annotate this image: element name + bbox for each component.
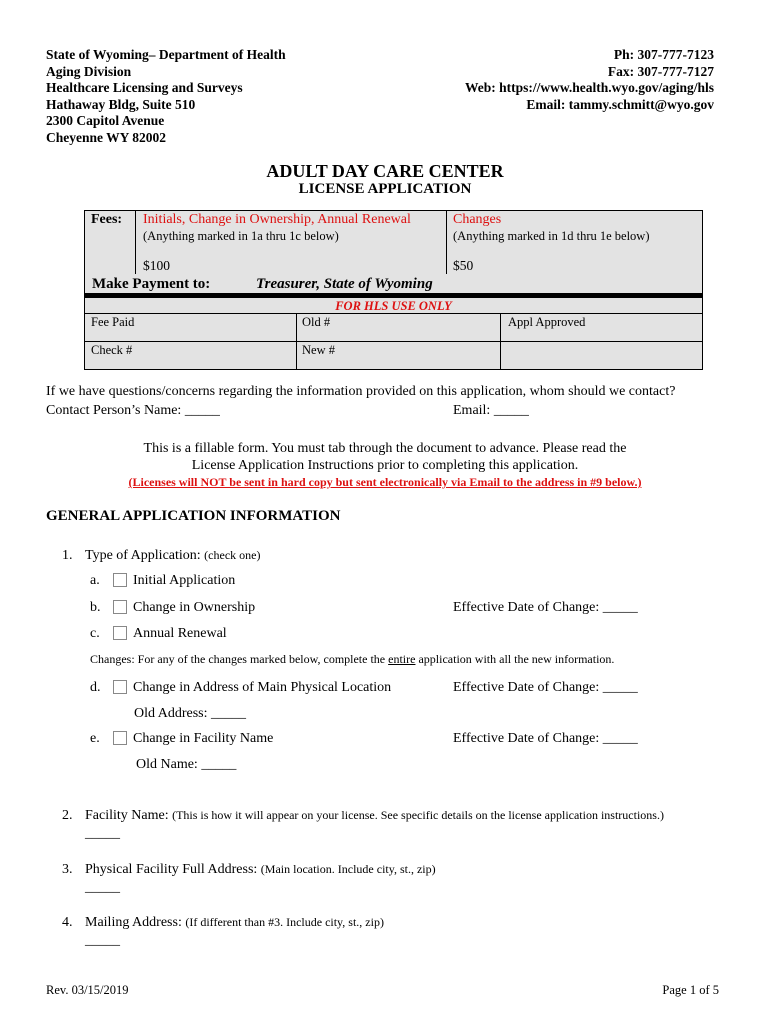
old-address-label: Old Address: <box>134 706 208 721</box>
change-ownership-checkbox[interactable] <box>113 600 127 614</box>
option-letter: c. <box>90 626 100 641</box>
q4-label-row <box>85 915 384 931</box>
make-payment-label: Make Payment to: <box>92 276 211 292</box>
fee-amount: $100 <box>143 258 170 273</box>
initial-application-label: Initial Application <box>133 573 236 588</box>
contact-email-row <box>453 403 529 419</box>
q2-label: Facility Name: <box>85 808 169 823</box>
page-title: ADULT DAY CARE CENTER <box>266 161 504 181</box>
q3-label-row <box>85 862 436 878</box>
old-name-label: Old Name: <box>136 757 198 772</box>
change-facility-name-label: Change in Facility Name <box>133 731 274 746</box>
fees-divider <box>135 210 136 274</box>
fee-category-note: (Anything marked in 1d thru 1e below) <box>453 229 650 243</box>
old-address-field[interactable]: _____ <box>211 706 246 721</box>
old-number-label: Old # <box>302 315 331 329</box>
change-address-label: Change in Address of Main Physical Location <box>133 680 392 695</box>
effective-date-field[interactable]: _____ <box>602 680 638 695</box>
q4-number: 4. <box>62 915 73 930</box>
fee-paid-label: Fee Paid <box>91 315 135 329</box>
agency-line: State of Wyoming– Department of Health <box>46 47 286 62</box>
fees-divider <box>446 210 447 274</box>
changes-note-text: application with all the new information. <box>415 652 615 666</box>
agency-line: Aging Division <box>46 63 132 79</box>
payee-name: Treasurer, State of Wyoming <box>256 276 433 292</box>
effective-date-label: Effective Date of Change: <box>453 731 600 746</box>
agency-line: Hathaway Bldg, Suite 510 <box>46 96 196 112</box>
annual-renewal-checkbox[interactable] <box>113 626 127 640</box>
q4-hint: (If different than #3. Include city, st., zip) <box>185 915 384 929</box>
fees-label: Fees: <box>91 212 123 227</box>
hls-col-line <box>296 313 297 370</box>
contact-question: If we have questions/concerns regarding the information provided on this application, whom should we contact? <box>46 384 676 399</box>
facility-name-field[interactable]: _____ <box>85 826 120 841</box>
phone-line: Ph: 307-777-7123 <box>613 47 714 62</box>
old-name-field[interactable]: _____ <box>201 757 237 772</box>
q1-hint: (check one) <box>204 548 261 562</box>
agency-contact-block <box>465 47 714 113</box>
fax-line: Fax: 307-777-7127 <box>607 63 714 79</box>
effective-date-row <box>453 600 638 616</box>
q2-label-row <box>85 808 664 824</box>
hls-col-line <box>500 313 501 370</box>
fee-category-changes: Changes <box>453 212 502 227</box>
contact-email-label: Email: <box>453 403 491 418</box>
agency-line: Cheyenne WY 82002 <box>46 129 167 145</box>
effective-date-row <box>453 731 638 747</box>
new-number-label: New # <box>302 343 335 357</box>
hls-title: FOR HLS USE ONLY <box>335 299 452 313</box>
appl-approved-label: Appl Approved <box>508 315 586 329</box>
changes-note-emphasis: entire <box>388 652 416 666</box>
changes-note-text: Changes: For any of the changes marked below, complete the <box>90 652 389 666</box>
effective-date-label: Effective Date of Change: <box>453 680 600 695</box>
changes-note <box>90 652 614 667</box>
contact-name-row <box>46 403 220 419</box>
q4-label: Mailing Address: <box>85 915 182 930</box>
agency-line: Healthcare Licensing and Surveys <box>46 80 243 95</box>
option-letter: a. <box>90 573 100 588</box>
q1-number: 1. <box>62 548 73 563</box>
agency-line: 2300 Capitol Avenue <box>46 113 165 128</box>
fillable-note: License Application Instructions prior to completing this application. <box>191 458 579 473</box>
effective-date-label: Effective Date of Change: <box>453 600 600 615</box>
agency-address-block <box>46 47 286 146</box>
check-number-label: Check # <box>91 343 133 357</box>
change-facility-name-checkbox[interactable] <box>113 731 127 745</box>
annual-renewal-label: Annual Renewal <box>133 626 227 641</box>
fillable-note: This is a fillable form. You must tab through the document to advance. Please read the <box>143 441 627 456</box>
fee-category-initials: Initials, Change in Ownership, Annual Renewal <box>143 212 411 227</box>
q3-label: Physical Facility Full Address: <box>85 862 258 877</box>
web-line: Web: https://www.health.wyo.gov/aging/hls <box>464 80 714 95</box>
change-address-checkbox[interactable] <box>113 680 127 694</box>
option-letter: e. <box>90 731 100 746</box>
option-letter: d. <box>90 680 101 695</box>
page-number: Page 1 of 5 <box>662 983 719 997</box>
initial-application-checkbox[interactable] <box>113 573 127 587</box>
contact-email-field[interactable]: _____ <box>493 403 529 418</box>
effective-date-field[interactable]: _____ <box>602 731 638 746</box>
mailing-address-field[interactable]: _____ <box>85 933 120 948</box>
email-delivery-note: (Licenses will NOT be sent in hard copy but sent electronically via Email to the address in #9 below.) <box>128 475 642 489</box>
old-address-row <box>134 706 246 722</box>
q1-label-row <box>85 548 260 564</box>
hls-row-line <box>84 313 703 314</box>
fee-category-note: (Anything marked in 1a thru 1c below) <box>143 229 339 243</box>
revision-date: Rev. 03/15/2019 <box>46 983 129 997</box>
contact-name-field[interactable]: _____ <box>184 403 220 418</box>
effective-date-field[interactable]: _____ <box>602 600 638 615</box>
q3-number: 3. <box>62 862 73 877</box>
q1-label: Type of Application: <box>85 548 201 563</box>
fee-amount: $50 <box>453 258 474 273</box>
option-letter: b. <box>90 600 101 615</box>
q2-number: 2. <box>62 808 73 823</box>
email-line: Email: tammy.schmitt@wyo.gov <box>526 96 714 112</box>
q3-hint: (Main location. Include city, st., zip) <box>260 862 436 876</box>
effective-date-row <box>453 680 638 696</box>
change-ownership-label: Change in Ownership <box>133 600 256 615</box>
q2-hint: (This is how it will appear on your license. See specific details on the license application instructions.) <box>172 808 664 822</box>
physical-address-field[interactable]: _____ <box>85 880 120 895</box>
page-subtitle: LICENSE APPLICATION <box>298 181 472 197</box>
old-name-row <box>136 757 236 773</box>
contact-name-label: Contact Person’s Name: <box>46 403 182 418</box>
hls-row-line <box>84 341 703 342</box>
section-title: GENERAL APPLICATION INFORMATION <box>46 508 341 524</box>
